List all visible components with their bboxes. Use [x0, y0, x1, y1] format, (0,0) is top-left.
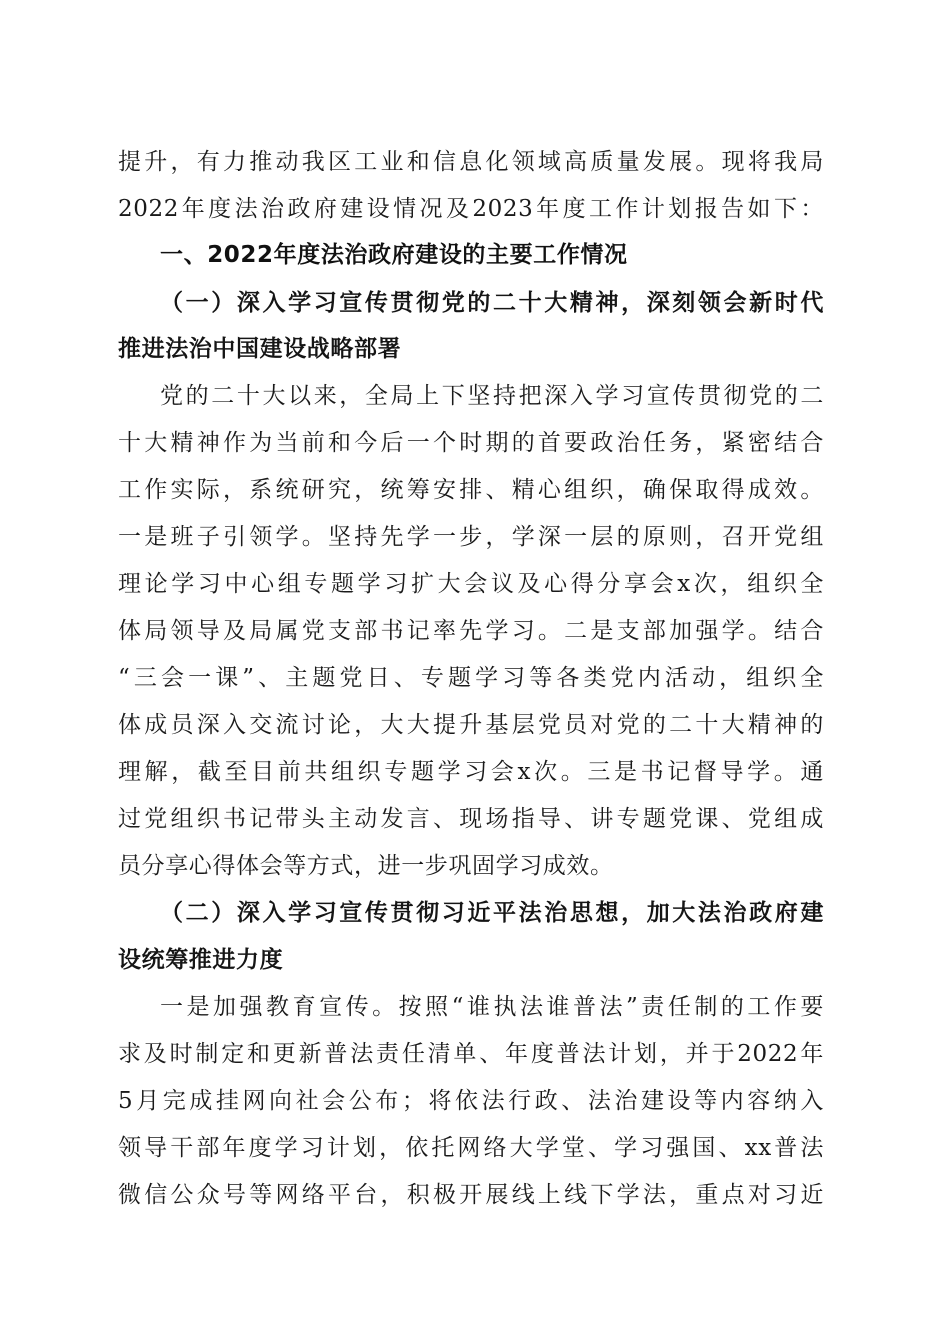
body-text-line: 理论学习中心组专题学习扩大会议及心得分享会x次，组织全: [118, 571, 824, 597]
body-text-line: 一是加强教育宣传。按照“谁执法谁普法”责任制的工作要: [160, 994, 824, 1020]
body-text-line: 体局领导及局属党支部书记率先学习。二是支部加强学。结合: [118, 618, 824, 644]
body-text-line: 2022年度法治政府建设情况及2023年度工作计划报告如下：: [118, 196, 824, 222]
body-text-line: 工作实际，系统研究，统筹安排、精心组织，确保取得成效。: [118, 477, 824, 503]
body-text-line: 领导干部年度学习计划，依托网络大学堂、学习强国、xx普法: [118, 1135, 824, 1161]
body-text-line: 十大精神作为当前和今后一个时期的首要政治任务，紧密结合: [118, 430, 824, 456]
body-text-line: 一是班子引领学。坚持先学一步，学深一层的原则，召开党组: [118, 524, 824, 550]
subsection-heading-continued: 设统筹推进力度: [118, 946, 284, 973]
body-text-line: 过党组织书记带头主动发言、现场指导、讲专题党课、党组成: [118, 806, 824, 832]
body-text-line: 微信公众号等网络平台，积极开展线上线下学法，重点对习近: [118, 1182, 824, 1208]
body-text-line: 提升，有力推动我区工业和信息化领域高质量发展。现将我局: [118, 149, 824, 175]
body-text-line: 员分享心得体会等方式，进一步巩固学习成效。: [118, 853, 614, 879]
section-heading: 一、2022年度法治政府建设的主要工作情况: [160, 242, 628, 268]
body-text-line: 求及时制定和更新普法责任清单、年度普法计划，并于2022年: [118, 1041, 824, 1067]
body-text-line: 5月完成挂网向社会公布；将依法行政、法治建设等内容纳入: [118, 1088, 824, 1114]
subsection-heading-continued: 推进法治中国建设战略部署: [118, 335, 402, 362]
body-text-line: 理解，截至目前共组织专题学习会x次。三是书记督导学。通: [118, 759, 824, 785]
subsection-heading: （一）深入学习宣传贯彻党的二十大精神，深刻领会新时代: [160, 289, 824, 316]
body-text-line: 体成员深入交流讨论，大大提升基层党员对党的二十大精神的: [118, 712, 824, 738]
subsection-heading: （二）深入学习宣传贯彻习近平法治思想，加大法治政府建: [160, 899, 824, 926]
body-text-line: “三会一课”、主题党日、专题学习等各类党内活动，组织全: [118, 665, 824, 691]
body-text-line: 党的二十大以来，全局上下坚持把深入学习宣传贯彻党的二: [160, 383, 824, 409]
